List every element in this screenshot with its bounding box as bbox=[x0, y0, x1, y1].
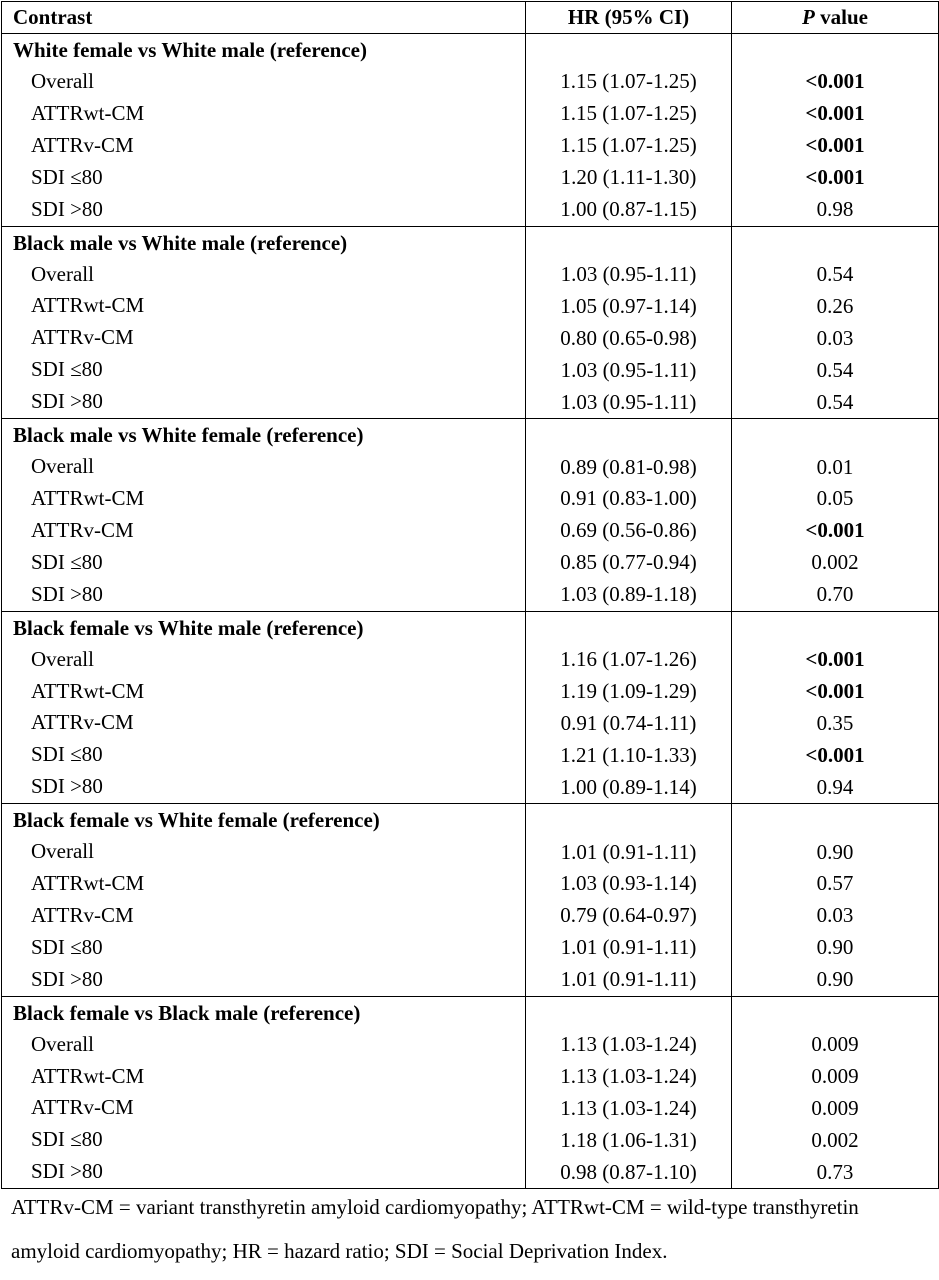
row-label: Overall bbox=[2, 451, 526, 483]
hr-value: 1.13 (1.03-1.24) bbox=[526, 1029, 732, 1061]
p-value: <0.001 bbox=[732, 676, 939, 708]
hr-value: 1.00 (0.87-1.15) bbox=[526, 194, 732, 226]
group-header-row bbox=[2, 34, 939, 67]
table-row bbox=[2, 1061, 939, 1093]
hr-value: 0.91 (0.83-1.00) bbox=[526, 483, 732, 515]
hr-value: 1.01 (0.91-1.11) bbox=[526, 964, 732, 996]
table-body bbox=[2, 34, 939, 1189]
row-label: SDI ≤80 bbox=[2, 547, 526, 579]
row-label: SDI ≤80 bbox=[2, 1124, 526, 1156]
hr-value: 1.01 (0.91-1.11) bbox=[526, 932, 732, 964]
p-value: 0.26 bbox=[732, 290, 939, 322]
group-hr-empty bbox=[526, 34, 732, 67]
table-row bbox=[2, 547, 939, 579]
p-value: 0.73 bbox=[732, 1156, 939, 1188]
header-p-italic: P bbox=[802, 5, 815, 29]
p-value: 0.54 bbox=[732, 259, 939, 291]
header-p-value bbox=[732, 2, 939, 34]
row-label: SDI >80 bbox=[2, 579, 526, 611]
table-row bbox=[2, 932, 939, 964]
row-label: Overall bbox=[2, 1029, 526, 1061]
row-label: ATTRv-CM bbox=[2, 130, 526, 162]
hr-value: 1.15 (1.07-1.25) bbox=[526, 66, 732, 98]
table-row bbox=[2, 354, 939, 386]
row-label: ATTRv-CM bbox=[2, 900, 526, 932]
hr-value: 1.00 (0.89-1.14) bbox=[526, 771, 732, 803]
table-row bbox=[2, 1156, 939, 1188]
hr-value: 1.01 (0.91-1.11) bbox=[526, 836, 732, 868]
row-label: Overall bbox=[2, 66, 526, 98]
p-value: <0.001 bbox=[732, 130, 939, 162]
table-row bbox=[2, 707, 939, 739]
hr-value: 0.89 (0.81-0.98) bbox=[526, 451, 732, 483]
hr-value: 1.13 (1.03-1.24) bbox=[526, 1092, 732, 1124]
p-value: 0.009 bbox=[732, 1061, 939, 1093]
p-value: 0.05 bbox=[732, 483, 939, 515]
row-label: SDI ≤80 bbox=[2, 932, 526, 964]
group-hr-empty bbox=[526, 996, 732, 1029]
table-footnote: ATTRv-CM = variant transthyretin amyloid cardiomyopathy; ATTRwt-CM = wild-type transthyretin amyloid cardiomyopathy; HR = hazard ratio; SDI = Social Deprivation Index. bbox=[11, 1195, 859, 1263]
hr-value: 1.03 (0.89-1.18) bbox=[526, 579, 732, 611]
p-value: <0.001 bbox=[732, 162, 939, 194]
header-p-suffix: value bbox=[814, 5, 868, 29]
row-label: SDI ≤80 bbox=[2, 739, 526, 771]
group-p-empty bbox=[732, 419, 939, 452]
table-row bbox=[2, 66, 939, 98]
group-header-row bbox=[2, 226, 939, 259]
group-p-empty bbox=[732, 226, 939, 259]
table-row bbox=[2, 836, 939, 868]
p-value: 0.002 bbox=[732, 547, 939, 579]
p-value: 0.54 bbox=[732, 386, 939, 418]
hr-value: 0.98 (0.87-1.10) bbox=[526, 1156, 732, 1188]
table-row bbox=[2, 964, 939, 996]
table-row bbox=[2, 515, 939, 547]
group-title: Black female vs White female (reference) bbox=[2, 804, 526, 837]
table-row bbox=[2, 386, 939, 418]
hr-value: 1.13 (1.03-1.24) bbox=[526, 1061, 732, 1093]
table-row bbox=[2, 900, 939, 932]
row-label: ATTRwt-CM bbox=[2, 483, 526, 515]
p-value: 0.002 bbox=[732, 1124, 939, 1156]
row-label: ATTRwt-CM bbox=[2, 1061, 526, 1093]
hr-value: 1.03 (0.93-1.14) bbox=[526, 868, 732, 900]
row-label: Overall bbox=[2, 259, 526, 291]
hr-value: 1.15 (1.07-1.25) bbox=[526, 98, 732, 130]
hr-value: 1.20 (1.11-1.30) bbox=[526, 162, 732, 194]
group-p-empty bbox=[732, 34, 939, 67]
hr-value: 0.69 (0.56-0.86) bbox=[526, 515, 732, 547]
row-label: ATTRwt-CM bbox=[2, 676, 526, 708]
group-hr-empty bbox=[526, 226, 732, 259]
table-row bbox=[2, 739, 939, 771]
group-p-empty bbox=[732, 996, 939, 1029]
row-label: SDI >80 bbox=[2, 964, 526, 996]
group-hr-empty bbox=[526, 611, 732, 644]
row-label: SDI >80 bbox=[2, 1156, 526, 1188]
p-value: 0.009 bbox=[732, 1092, 939, 1124]
p-value: 0.90 bbox=[732, 836, 939, 868]
table-row bbox=[2, 290, 939, 322]
table-header-row bbox=[2, 2, 939, 34]
p-value: <0.001 bbox=[732, 739, 939, 771]
row-label: SDI ≤80 bbox=[2, 162, 526, 194]
group-header-row bbox=[2, 611, 939, 644]
p-value: 0.54 bbox=[732, 354, 939, 386]
p-value: 0.01 bbox=[732, 451, 939, 483]
row-label: SDI ≤80 bbox=[2, 354, 526, 386]
header-contrast: Contrast bbox=[2, 2, 526, 34]
hr-value: 1.21 (1.10-1.33) bbox=[526, 739, 732, 771]
hr-value: 0.79 (0.64-0.97) bbox=[526, 900, 732, 932]
row-label: Overall bbox=[2, 836, 526, 868]
table-row bbox=[2, 130, 939, 162]
table-row bbox=[2, 644, 939, 676]
hr-value: 0.80 (0.65-0.98) bbox=[526, 322, 732, 354]
hr-value: 0.85 (0.77-0.94) bbox=[526, 547, 732, 579]
hr-value: 1.03 (0.95-1.11) bbox=[526, 386, 732, 418]
hr-value: 1.19 (1.09-1.29) bbox=[526, 676, 732, 708]
table-row bbox=[2, 1124, 939, 1156]
group-header-row bbox=[2, 804, 939, 837]
table-row bbox=[2, 579, 939, 611]
p-value: 0.03 bbox=[732, 322, 939, 354]
hazard-ratio-table bbox=[1, 1, 939, 1189]
table-row bbox=[2, 1092, 939, 1124]
group-p-empty bbox=[732, 611, 939, 644]
group-header-row bbox=[2, 996, 939, 1029]
hr-value: 1.18 (1.06-1.31) bbox=[526, 1124, 732, 1156]
p-value: 0.70 bbox=[732, 579, 939, 611]
group-title: White female vs White male (reference) bbox=[2, 34, 526, 67]
header-hr: HR (95% CI) bbox=[526, 2, 732, 34]
table-row bbox=[2, 868, 939, 900]
hr-value: 1.03 (0.95-1.11) bbox=[526, 354, 732, 386]
row-label: SDI >80 bbox=[2, 386, 526, 418]
group-title: Black male vs White female (reference) bbox=[2, 419, 526, 452]
hr-value: 1.15 (1.07-1.25) bbox=[526, 130, 732, 162]
p-value: 0.35 bbox=[732, 707, 939, 739]
p-value: 0.90 bbox=[732, 932, 939, 964]
p-value: 0.03 bbox=[732, 900, 939, 932]
row-label: ATTRwt-CM bbox=[2, 98, 526, 130]
row-label: SDI >80 bbox=[2, 194, 526, 226]
row-label: ATTRwt-CM bbox=[2, 868, 526, 900]
group-title: Black female vs White male (reference) bbox=[2, 611, 526, 644]
hr-value: 1.05 (0.97-1.14) bbox=[526, 290, 732, 322]
p-value: 0.90 bbox=[732, 964, 939, 996]
table-row bbox=[2, 676, 939, 708]
row-label: ATTRv-CM bbox=[2, 322, 526, 354]
p-value: 0.57 bbox=[732, 868, 939, 900]
hr-value: 1.03 (0.95-1.11) bbox=[526, 259, 732, 291]
p-value: 0.009 bbox=[732, 1029, 939, 1061]
row-label: Overall bbox=[2, 644, 526, 676]
hr-value: 0.91 (0.74-1.11) bbox=[526, 707, 732, 739]
table-row bbox=[2, 194, 939, 226]
table-row bbox=[2, 259, 939, 291]
group-hr-empty bbox=[526, 419, 732, 452]
p-value: 0.94 bbox=[732, 771, 939, 803]
p-value: <0.001 bbox=[732, 515, 939, 547]
table-row bbox=[2, 451, 939, 483]
hr-value: 1.16 (1.07-1.26) bbox=[526, 644, 732, 676]
group-hr-empty bbox=[526, 804, 732, 837]
table-row bbox=[2, 322, 939, 354]
p-value: <0.001 bbox=[732, 66, 939, 98]
table-row bbox=[2, 1029, 939, 1061]
group-title: Black female vs Black male (reference) bbox=[2, 996, 526, 1029]
table-row bbox=[2, 162, 939, 194]
p-value: 0.98 bbox=[732, 194, 939, 226]
row-label: ATTRwt-CM bbox=[2, 290, 526, 322]
group-header-row bbox=[2, 419, 939, 452]
row-label: ATTRv-CM bbox=[2, 1092, 526, 1124]
p-value: <0.001 bbox=[732, 98, 939, 130]
p-value: <0.001 bbox=[732, 644, 939, 676]
row-label: ATTRv-CM bbox=[2, 707, 526, 739]
row-label: ATTRv-CM bbox=[2, 515, 526, 547]
row-label: SDI >80 bbox=[2, 771, 526, 803]
group-p-empty bbox=[732, 804, 939, 837]
group-title: Black male vs White male (reference) bbox=[2, 226, 526, 259]
table-row bbox=[2, 98, 939, 130]
table-row bbox=[2, 771, 939, 803]
table-row bbox=[2, 483, 939, 515]
